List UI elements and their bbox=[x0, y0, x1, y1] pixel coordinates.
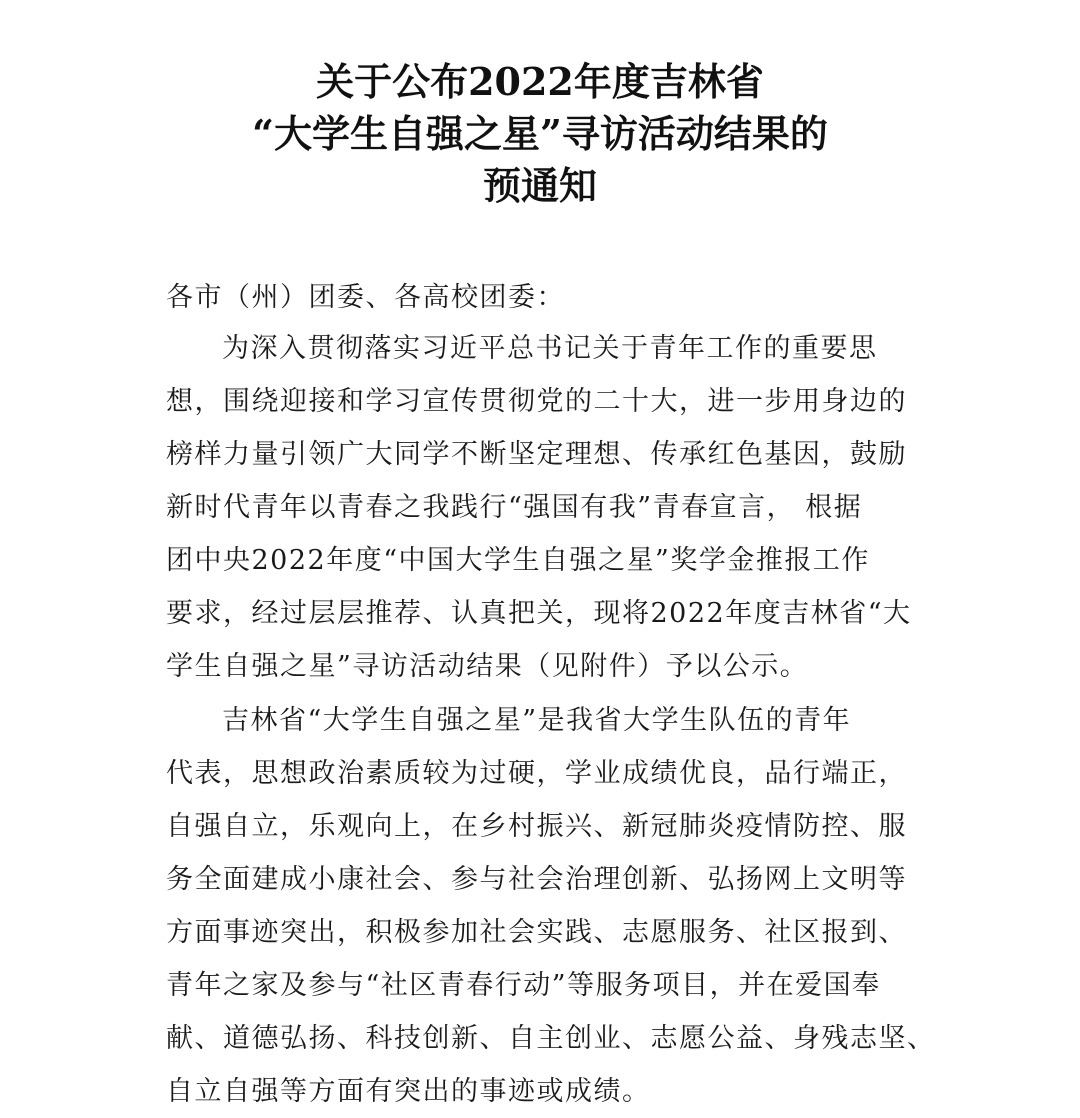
paragraph-2-line-7: 献、道德弘扬、科技创新、自主创业、志愿公益、身残志坚、 bbox=[166, 1023, 936, 1054]
paragraph-2-line-8: 自立自强等方面有突出的事迹或成绩。 bbox=[166, 1076, 651, 1107]
paragraph-1-line-1: 为深入贯彻落实习近平总书记关于青年工作的重要思 bbox=[222, 333, 878, 364]
paragraph-1-line-2: 想，围绕迎接和学习宣传贯彻党的二十大，进一步用身边的 bbox=[166, 386, 907, 417]
paragraph-2-line-3: 自强自立，乐观向上，在乡村振兴、新冠肺炎疫情防控、服 bbox=[166, 811, 907, 842]
paragraph-1-line-5: 团中央2022年度“中国大学生自强之星”奖学金推报工作 bbox=[166, 545, 870, 576]
paragraph-1-line-7: 学生自强之星”寻访活动结果（见附件）予以公示。 bbox=[166, 651, 809, 682]
paragraph-2-line-5: 方面事迹突出，积极参加社会实践、志愿服务、社区报到、 bbox=[166, 917, 907, 948]
paragraph-2-line-1: 吉林省“大学生自强之星”是我省大学生队伍的青年 bbox=[222, 705, 852, 736]
paragraph-2-line-4: 务全面建成小康社会、参与社会治理创新、弘扬网上文明等 bbox=[166, 864, 907, 895]
paragraph-1-line-4: 新时代青年以青春之我践行“强国有我”青春宣言， 根据 bbox=[166, 492, 863, 523]
title-line-2: “大学生自强之星”寻访活动结果的 bbox=[252, 111, 828, 156]
salutation: 各市（州）团委、各高校团委： bbox=[166, 282, 565, 313]
paragraph-2 bbox=[166, 694, 936, 1118]
title-line-1: 关于公布2022年度吉林省 bbox=[316, 59, 764, 104]
title-line-3: 预通知 bbox=[482, 163, 597, 208]
paragraph-1 bbox=[166, 322, 918, 693]
paragraph-2-line-6: 青年之家及参与“社区青春行动”等服务项目，并在爱国奉 bbox=[166, 970, 881, 1001]
paragraph-2-line-2: 代表，思想政治素质较为过硬，学业成绩优良，品行端正， bbox=[166, 758, 907, 789]
paragraph-1-line-6: 要求，经过层层推荐、认真把关，现将2022年度吉林省“大 bbox=[166, 598, 912, 629]
paragraph-1-line-3: 榜样力量引领广大同学不断坚定理想、传承红色基因，鼓励 bbox=[166, 439, 907, 470]
